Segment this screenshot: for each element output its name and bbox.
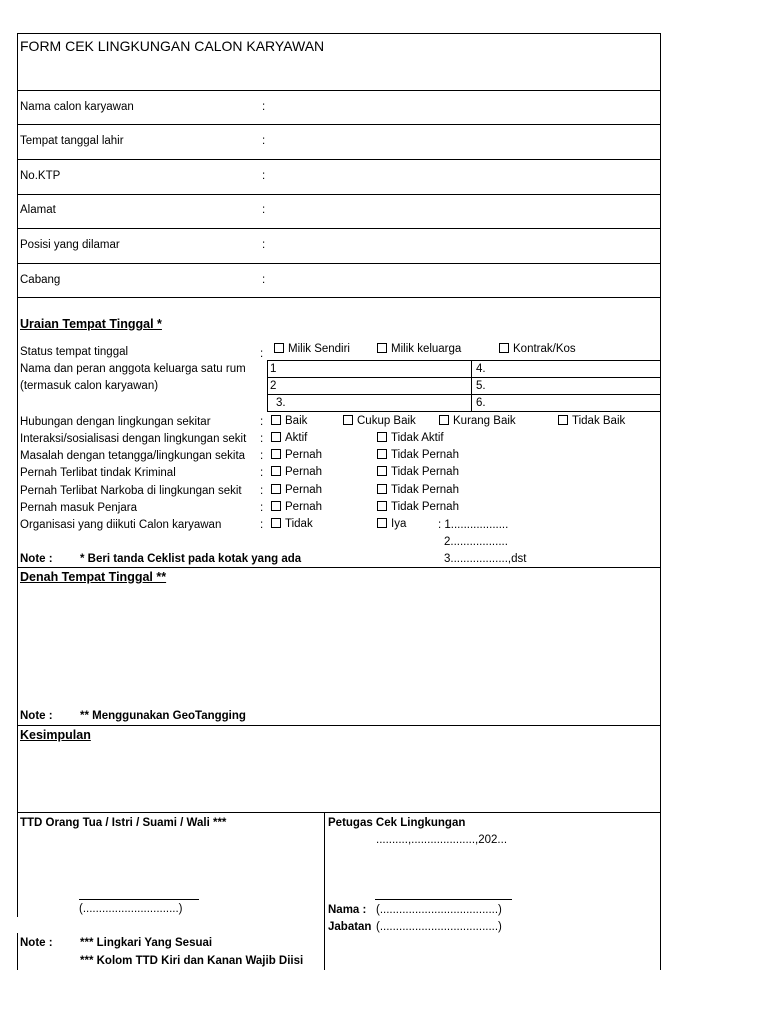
option-baik[interactable]: Baik [271, 414, 307, 428]
option-tidak-aktif[interactable]: Tidak Aktif [377, 431, 444, 445]
field-colon: : [262, 135, 266, 147]
row-divider [17, 90, 661, 91]
checkbox-icon[interactable] [377, 501, 387, 511]
organisasi-label: Organisasi yang diikuti Calon karyawan [20, 519, 222, 531]
option-aktif[interactable]: Aktif [271, 431, 307, 445]
form-border-top [17, 33, 661, 34]
checkbox-icon[interactable] [377, 518, 387, 528]
masalah-label: Masalah dengan tetangga/lingkungan sekita [20, 450, 246, 462]
note-text: ** Menggunakan GeoTangging [80, 710, 246, 722]
option-pernah[interactable]: Pernah [271, 465, 322, 479]
option-tidak[interactable]: Tidak [271, 517, 313, 531]
checkbox-icon[interactable] [377, 432, 387, 442]
option-milik-sendiri[interactable]: Milik Sendiri [274, 342, 350, 356]
field-input-posisi[interactable] [272, 230, 658, 261]
family-table-line [267, 360, 268, 412]
checkbox-icon[interactable] [271, 518, 281, 528]
section-heading-kesimpulan: Kesimpulan [20, 728, 91, 742]
family-table-line [267, 394, 661, 395]
field-input-alamat[interactable] [272, 196, 658, 227]
family-table-line [267, 411, 661, 412]
checkbox-icon[interactable] [271, 432, 281, 442]
option-kontrak-kos[interactable]: Kontrak/Kos [499, 342, 576, 356]
signature-left-title: TTD Orang Tua / Istri / Suami / Wali *** [20, 817, 227, 829]
field-colon: : [260, 433, 264, 445]
checkbox-icon[interactable] [377, 343, 387, 353]
field-colon: : [262, 204, 266, 216]
signature-line-right[interactable] [375, 899, 512, 900]
field-colon: : [260, 416, 264, 428]
option-pernah[interactable]: Pernah [271, 448, 322, 462]
kriminal-label: Pernah Terlibat tindak Kriminal [20, 467, 176, 479]
family-slot[interactable]: 2 [270, 380, 277, 392]
field-label-no-ktp: No.KTP [20, 170, 61, 182]
checkbox-icon[interactable] [271, 484, 281, 494]
family-slot[interactable]: 3. [276, 397, 286, 409]
field-colon: : [262, 274, 266, 286]
option-pernah[interactable]: Pernah [271, 500, 322, 514]
field-colon: : [260, 450, 264, 462]
family-table-line [267, 360, 661, 361]
row-divider [17, 194, 661, 195]
row-divider [17, 297, 661, 298]
form-border-right [660, 33, 661, 970]
form-border-left-bottom [17, 933, 18, 970]
field-colon: : [260, 348, 264, 360]
organisasi-list-item[interactable]: : 1.................. [438, 519, 509, 531]
checkbox-icon[interactable] [377, 449, 387, 459]
checkbox-icon[interactable] [439, 415, 449, 425]
field-colon: : [262, 239, 266, 251]
hubungan-label: Hubungan dengan lingkungan sekitar [20, 416, 211, 428]
section-divider [17, 567, 661, 568]
checkbox-icon[interactable] [558, 415, 568, 425]
field-colon: : [262, 170, 266, 182]
status-label: Status tempat tinggal [20, 346, 129, 358]
field-colon: : [260, 467, 264, 479]
checkbox-icon[interactable] [377, 466, 387, 476]
field-label-cabang: Cabang [20, 274, 61, 286]
form-title: FORM CEK LINGKUNGAN CALON KARYAWAN [20, 38, 325, 54]
option-milik-keluarga[interactable]: Milik keluarga [377, 342, 461, 356]
option-tidak-pernah[interactable]: Tidak Pernah [377, 500, 459, 514]
family-label-note: (termasuk calon karyawan) [20, 380, 159, 392]
footer-note-line: *** Kolom TTD Kiri dan Kanan Wajib Diisi [80, 955, 304, 967]
field-label-alamat: Alamat [20, 204, 56, 216]
option-iya[interactable]: Iya [377, 517, 406, 531]
field-colon: : [260, 485, 264, 497]
section-heading-uraian: Uraian Tempat Tinggal * [20, 317, 162, 331]
signature-left-name[interactable]: (..............................) [79, 903, 183, 915]
option-tidak-pernah[interactable]: Tidak Pernah [377, 448, 459, 462]
family-slot[interactable]: 5. [476, 380, 486, 392]
signature-line-left[interactable] [79, 899, 199, 900]
signature-right-title: Petugas Cek Lingkungan [328, 817, 466, 829]
option-tidak-baik[interactable]: Tidak Baik [558, 414, 625, 428]
organisasi-list-item[interactable]: 3..................,dst [444, 553, 527, 565]
kesimpulan-text-area[interactable] [19, 746, 659, 810]
denah-drawing-area[interactable] [19, 588, 659, 706]
organisasi-list-item[interactable]: 2.................. [444, 536, 508, 548]
checkbox-icon[interactable] [271, 466, 281, 476]
jabatan-value[interactable]: (.....................................) [376, 921, 502, 933]
family-slot[interactable]: 1 [270, 363, 277, 375]
field-label-nama: Nama calon karyawan [20, 101, 134, 113]
section-divider [17, 725, 661, 726]
checkbox-icon[interactable] [271, 501, 281, 511]
field-input-cabang[interactable] [272, 265, 658, 296]
field-input-nama[interactable] [272, 92, 658, 123]
field-label-tempat-tanggal-lahir: Tempat tanggal lahir [20, 135, 124, 147]
row-divider [17, 228, 661, 229]
option-tidak-pernah[interactable]: Tidak Pernah [377, 483, 459, 497]
section-divider [17, 812, 661, 813]
family-slot[interactable]: 4. [476, 363, 486, 375]
note-label: Note : [20, 553, 53, 565]
option-pernah[interactable]: Pernah [271, 483, 322, 497]
note-label: Note : [20, 710, 53, 722]
family-label: Nama dan peran anggota keluarga satu rum [20, 363, 246, 375]
checkbox-icon[interactable] [271, 415, 281, 425]
field-input-no-ktp[interactable] [272, 161, 658, 192]
checkbox-icon[interactable] [499, 343, 509, 353]
field-colon: : [260, 502, 264, 514]
checkbox-icon[interactable] [343, 415, 353, 425]
field-colon: : [262, 101, 266, 113]
family-table-line [471, 360, 472, 412]
nama-value[interactable]: (.....................................) [376, 904, 502, 916]
checkbox-icon[interactable] [271, 449, 281, 459]
row-divider [17, 159, 661, 160]
row-divider [17, 124, 661, 125]
section-heading-denah: Denah Tempat Tinggal ** [20, 570, 167, 584]
note-text: * Beri tanda Ceklist pada kotak yang ada [80, 553, 302, 565]
option-tidak-pernah[interactable]: Tidak Pernah [377, 465, 459, 479]
signature-date[interactable]: ..........,....................,202... [376, 834, 508, 846]
footer-note-line: *** Lingkari Yang Sesuai [80, 937, 213, 949]
footer-note-label: Note : [20, 937, 53, 949]
checkbox-icon[interactable] [377, 484, 387, 494]
field-label-posisi: Posisi yang dilamar [20, 239, 120, 251]
penjara-label: Pernah masuk Penjara [20, 502, 137, 514]
interaksi-label: Interaksi/sosialisasi dengan lingkungan sekit [20, 433, 247, 445]
form-border-left [17, 33, 18, 917]
field-input-tempat-tanggal-lahir[interactable] [272, 126, 658, 157]
narkoba-label: Pernah Terlibat Narkoba di lingkungan sekit [20, 485, 242, 497]
option-kurang-baik[interactable]: Kurang Baik [439, 414, 516, 428]
row-divider [17, 263, 661, 264]
jabatan-label: Jabatan [328, 921, 372, 933]
nama-label: Nama : [328, 904, 367, 916]
option-cukup-baik[interactable]: Cukup Baik [343, 414, 416, 428]
field-colon: : [260, 519, 264, 531]
family-slot[interactable]: 6. [476, 397, 486, 409]
signature-column-divider [324, 812, 325, 970]
family-table-line [267, 377, 661, 378]
checkbox-icon[interactable] [274, 343, 284, 353]
